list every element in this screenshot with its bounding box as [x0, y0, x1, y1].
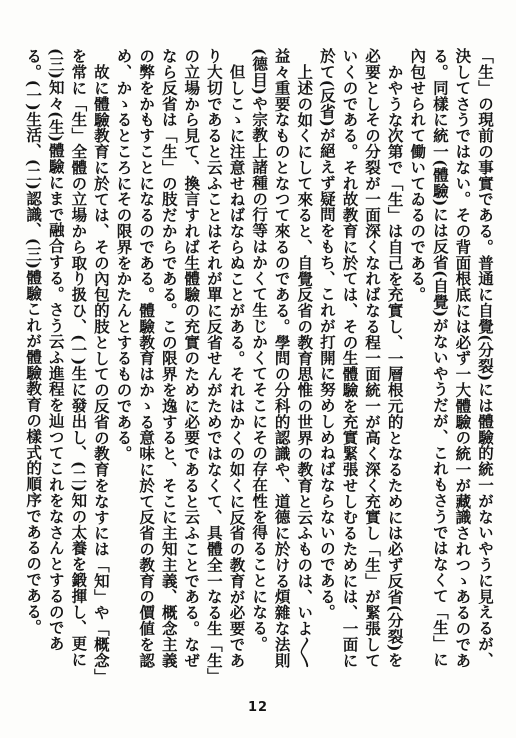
paragraph-2: かやうな次第で「生」は自己を充實し、一層根元的となるためには必ず反省(分裂)を必要としその分裂が一面深くなればなる程一面統一が高く深く充實し「生」が緊張していくのである。それ故教育に於ては、その生體驗を充實緊張せしむるためには、一面に於て(反省)が絕えず疑問をもち、これが打開に努めしめねばならないのである。 — [317, 48, 405, 669]
page-number: 12 — [247, 700, 269, 715]
body-text — [14, 48, 496, 678]
paragraph-4: 但しこゝに注意せねばならぬことがある。それはかくの如くに反省の教育が必要であり大切であると云ふことはそれが單に反省せんがためではなくて、具體全一なる生「生」の立場から見て、換言すれば生體驗の充實のために必要であると云ふことである。なぜなら反省は「生」の肢だからである。この限界を逸すると、そこに主知主義、概念主義の弊をかもすことになるのである。體驗教育はかゝる意味に於て反省の教育の價値を認め、かゝるところにその限界をかたんとするものである。 — [114, 48, 247, 677]
paragraph-3: 上述の如くにして來ると、自覺反省の教育思惟の世界の教育と云ふものは、いよ〳〵益々重要なものとなつて來るのである。學問の分科的認識や、道德に於ける煩雜な法則(德目)や宗教上諸種の行等はかくて生じかくてそこにその存在性を得ることになる。 — [250, 48, 315, 669]
paragraph-1: 「生」の現前の事實である。普通に自覺(分裂)には體驗的統一がないやうに見えるが、決してさうではない。その背面根底には必ず一大體驗の統一が藏識されつゝあるのである。同樣に統一(體驗)には反省(自覺)がないやうだが、これもさうではなくて「生」に內包せられて働いてゐるのである。 — [408, 48, 495, 669]
paragraph-5: 故に體驗教育に於ては、その內包的肢としての反省の教育をなすには「知」や「概念」を常に「生」全體の立場から取り扱ひ、(一)生に發出し、(二)知の太養を鍛揮し、更に(三)知々(生)體驗にまで融合する。さう云ふ進程を辿つてこれをなさんとするのである。(一)生活、(二)認識、(三)體驗これが體驗教育の樣式的順序であるのである。 — [24, 48, 111, 676]
